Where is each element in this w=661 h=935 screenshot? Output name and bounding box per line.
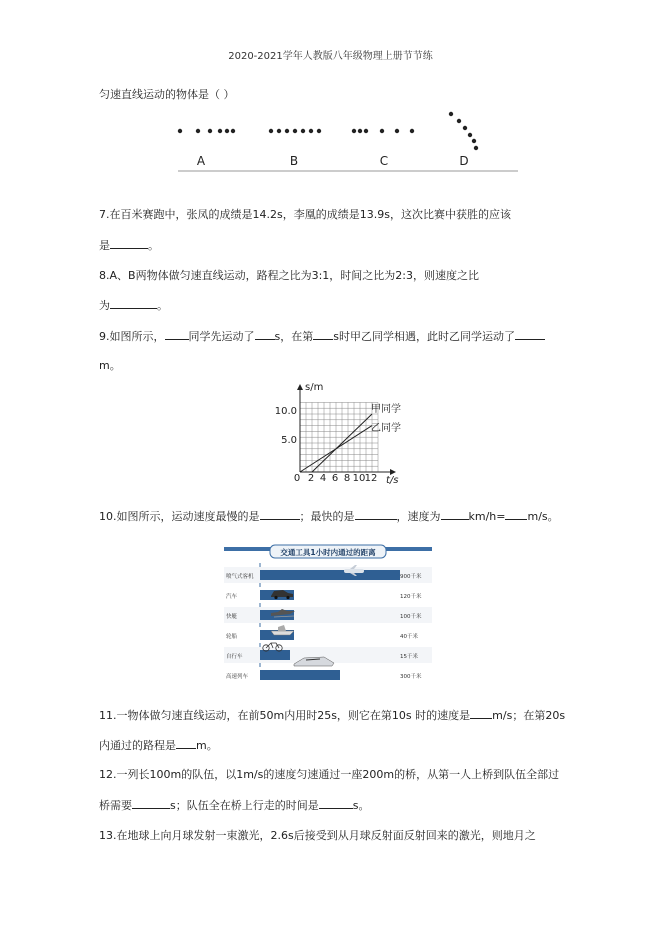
- q10-blank-4[interactable]: [505, 508, 527, 520]
- panel-row-value: 100千米: [400, 614, 422, 620]
- q12-text-1: 桥需要: [99, 799, 132, 812]
- y-tick-5: 5.0: [281, 435, 297, 446]
- q6-stem: 匀速直线运动的物体是（ ）: [99, 88, 235, 101]
- q12-line2: [99, 797, 369, 814]
- q10-text-1: 10.如图所示，运动速度最慢的是: [99, 510, 260, 523]
- q11-line1: [99, 707, 565, 724]
- option-c-dots: [352, 129, 414, 133]
- q11-line2: [99, 737, 218, 754]
- panel-row-name: 自行车: [226, 654, 243, 660]
- q11-text-4: m。: [196, 739, 218, 752]
- y-tick-10: 10.0: [274, 406, 297, 417]
- option-c-label: C: [379, 154, 389, 168]
- panel-row-name: 喷气式客机: [226, 574, 254, 580]
- q10-transport-panel: [224, 545, 432, 680]
- x-tick-10: 10: [352, 473, 366, 484]
- panel-row-value: 300千米: [400, 674, 422, 680]
- q11-blank-1[interactable]: [470, 707, 492, 719]
- y-axis-arrow: [297, 384, 303, 390]
- panel-row-name: 汽车: [226, 594, 238, 600]
- option-b-label: B: [289, 154, 299, 168]
- panel-row-value: 120千米: [400, 594, 422, 600]
- q8-line1: 8.A、B两物体做匀速直线运动，路程之比为3:1，时间之比为2:3，则速度之比: [99, 269, 479, 282]
- q9-blank-2[interactable]: [255, 328, 275, 340]
- q8-suffix: 。: [157, 299, 168, 312]
- q9-text-2: 同学先运动了: [188, 330, 255, 343]
- q10-text-5: m/s。: [527, 510, 559, 523]
- q8-answer-blank[interactable]: [110, 297, 157, 309]
- page-header: 2020-2021学年人教版八年级物理上册节节练: [228, 51, 433, 62]
- q10-text-2: ；最快的是: [299, 510, 355, 523]
- q9-line1: [99, 328, 545, 345]
- q11-text-3: 内通过的路程是: [99, 739, 176, 752]
- x-tick-6: 6: [331, 473, 339, 484]
- q8-line2: [99, 297, 168, 314]
- x-tick-12: 12: [364, 473, 378, 484]
- panel-bar: [260, 570, 400, 580]
- q9-text-4: s时甲乙同学相遇，此时乙同学运动了: [333, 330, 515, 343]
- q7-suffix: 。: [148, 239, 159, 252]
- q7-prefix: 是: [99, 239, 110, 252]
- panel-row-value: 40千米: [400, 634, 418, 640]
- q10-blank-1[interactable]: [260, 508, 300, 520]
- q7-line1: 7.在百米赛跑中，张凤的成绩是14.2s，李凰的成绩是13.9s，这次比赛中获胜的应该: [99, 208, 511, 221]
- q9-line2: m。: [99, 359, 121, 372]
- graph-grid: [300, 402, 378, 472]
- q12-blank-1[interactable]: [132, 797, 170, 809]
- q8-prefix: 为: [99, 299, 110, 312]
- q10-blank-2[interactable]: [355, 508, 397, 520]
- q10-text-4: km/h=: [468, 510, 506, 523]
- x-tick-0: 0: [293, 473, 301, 484]
- legend-yi: 乙同学: [371, 423, 401, 434]
- q12-text-3: s。: [352, 799, 370, 812]
- q9-text-1: 9.如图所示，: [99, 330, 165, 343]
- q11-text-1: 11.一物体做匀速直线运动，在前50m内用时25s，则它在第10s 时的速度是: [99, 709, 471, 722]
- q9-text-3: s，在第: [274, 330, 314, 343]
- y-axis-label: s/m: [305, 382, 324, 393]
- q10-blank-3[interactable]: [441, 508, 469, 520]
- q13-line1: 13.在地球上向月球发射一束激光，2.6s后接受到从月球反射面反射回来的激光，则地月之: [99, 829, 536, 842]
- q10-line1: [99, 508, 559, 525]
- panel-row-name: 高速列车: [226, 674, 249, 680]
- panel-bar: [260, 670, 340, 680]
- q7-answer-blank[interactable]: [110, 237, 148, 249]
- panel-row-name: 快艇: [226, 614, 238, 620]
- option-b-dots: [269, 129, 321, 133]
- option-a-label: A: [196, 154, 206, 168]
- q10-text-3: ，速度为: [396, 510, 441, 523]
- q9-blank-1[interactable]: [165, 328, 189, 340]
- q12-text-2: s；队伍全在桥上行走的时间是: [170, 799, 319, 812]
- panel-bar: [260, 650, 290, 660]
- q9-blank-4[interactable]: [515, 328, 545, 340]
- q12-blank-2[interactable]: [319, 797, 353, 809]
- option-a-dots: [178, 129, 235, 133]
- q9-st-graph: [274, 380, 418, 486]
- q11-blank-2[interactable]: [176, 737, 196, 749]
- option-d-label: D: [459, 154, 469, 168]
- q11-text-2: m/s；在第20s: [492, 709, 566, 722]
- option-d-dots: [449, 112, 478, 150]
- panel-title: 交通工具1小时内通过的距离: [280, 548, 376, 557]
- q12-line1: 12.一列长100m的队伍，以1m/s的速度匀速通过一座200m的桥，从第一人上桥到队伍全部过: [99, 768, 560, 781]
- x-tick-4: 4: [319, 473, 327, 484]
- q7-line2: [99, 237, 159, 254]
- panel-row-value: 15千米: [400, 654, 418, 660]
- panel-row-name: 轮船: [226, 634, 238, 640]
- x-tick-2: 2: [307, 473, 315, 484]
- x-tick-8: 8: [343, 473, 351, 484]
- q6-dot-figure: [170, 108, 530, 174]
- q9-blank-3[interactable]: [313, 328, 333, 340]
- x-axis-label: t/s: [386, 475, 399, 486]
- legend-jia: 甲同学: [371, 404, 401, 415]
- panel-row-value: 900千米: [400, 574, 422, 580]
